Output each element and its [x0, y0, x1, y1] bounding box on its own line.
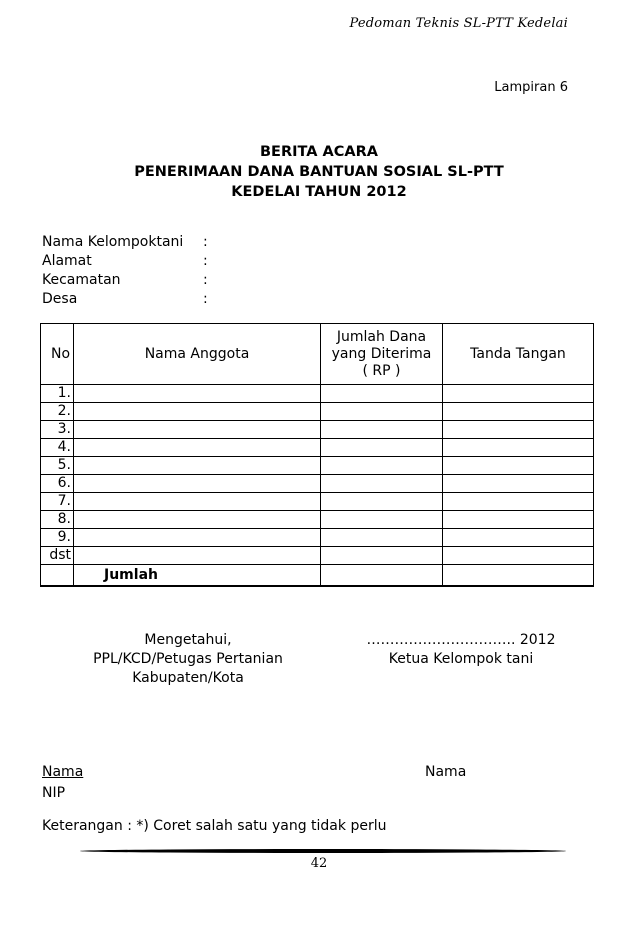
left-signature-block [58, 631, 318, 688]
title-line-3: KEDELAI TAHUN 2012 [231, 184, 407, 200]
header-no: No [41, 324, 74, 385]
info-sep: : [203, 272, 208, 288]
row-amount [321, 475, 443, 493]
info-label: Nama Kelompoktani [42, 234, 184, 250]
total-signature-cell [443, 565, 594, 587]
table-row [41, 547, 594, 565]
total-amount-cell [321, 565, 443, 587]
row-number: 7. [41, 493, 74, 511]
right-sign-title: Ketua Kelompok tani [388, 651, 534, 667]
recipient-table [40, 323, 594, 587]
header-amount [321, 324, 443, 385]
row-number: 3. [41, 421, 74, 439]
table-row [41, 475, 594, 493]
header-amount-line3: ( RP ) [362, 362, 401, 379]
row-member-name [74, 421, 321, 439]
total-label: Jumlah [74, 565, 321, 587]
row-signature [443, 457, 594, 475]
row-signature [443, 547, 594, 565]
running-header: Pedoman Teknis SL-PTT Kedelai [349, 16, 568, 31]
table-row [41, 385, 594, 403]
table-row [41, 493, 594, 511]
row-number: 5. [41, 457, 74, 475]
row-amount [321, 439, 443, 457]
left-name-block [42, 762, 83, 804]
row-member-name [74, 511, 321, 529]
row-signature [443, 493, 594, 511]
note-text: Keterangan : *) Coret salah satu yang tidak perlu [42, 818, 387, 834]
row-number: 6. [41, 475, 74, 493]
row-member-name [74, 457, 321, 475]
row-signature [443, 403, 594, 421]
row-number: 2. [41, 403, 74, 421]
table-row [41, 457, 594, 475]
header-signature: Tanda Tangan [443, 324, 594, 385]
title-line-2: PENERIMAAN DANA BANTUAN SOSIAL SL-PTT [134, 164, 504, 180]
row-member-name [74, 385, 321, 403]
table-row [41, 529, 594, 547]
attachment-label: Lampiran 6 [494, 80, 568, 95]
info-sep: : [203, 234, 208, 250]
row-member-name [74, 529, 321, 547]
table-header-row [41, 324, 594, 385]
row-amount [321, 547, 443, 565]
page-number: 42 [310, 856, 328, 871]
row-number: 9. [41, 529, 74, 547]
left-sign-line3: Kabupaten/Kota [132, 670, 244, 686]
row-signature [443, 511, 594, 529]
right-name-label: Nama [425, 764, 467, 780]
row-number: 1. [41, 385, 74, 403]
row-signature [443, 475, 594, 493]
row-amount [321, 385, 443, 403]
row-signature [443, 529, 594, 547]
row-number: 8. [41, 511, 74, 529]
row-amount [321, 493, 443, 511]
header-amount-line1: Jumlah Dana [336, 328, 427, 345]
info-label: Alamat [42, 253, 92, 269]
table-row [41, 511, 594, 529]
left-sign-line1: Mengetahui, [144, 632, 232, 648]
row-amount [321, 529, 443, 547]
row-signature [443, 439, 594, 457]
header-member-name: Nama Anggota [74, 324, 321, 385]
row-signature [443, 385, 594, 403]
info-label: Kecamatan [42, 272, 121, 288]
row-member-name [74, 439, 321, 457]
info-row-village [42, 290, 208, 309]
row-number: 4. [41, 439, 74, 457]
total-no-cell [41, 565, 74, 587]
row-signature [443, 421, 594, 439]
table-row [41, 403, 594, 421]
footer-divider [80, 849, 566, 853]
row-member-name [74, 475, 321, 493]
header-amount-line2: yang Diterima [331, 345, 432, 362]
group-info [42, 233, 208, 309]
document-title [0, 142, 638, 202]
left-name-label: Nama [42, 764, 84, 780]
row-amount [321, 457, 443, 475]
row-amount [321, 421, 443, 439]
left-nip-label: NIP [42, 785, 66, 801]
row-number: dst [41, 547, 74, 565]
right-sign-date: ………………………….. 2012 [366, 632, 556, 648]
row-member-name [74, 403, 321, 421]
row-member-name [74, 547, 321, 565]
info-row-district [42, 271, 208, 290]
table-row [41, 421, 594, 439]
info-label: Desa [42, 291, 78, 307]
info-sep: : [203, 291, 208, 307]
info-row-name [42, 233, 208, 252]
row-member-name [74, 493, 321, 511]
right-signature-block [346, 631, 576, 669]
table-total-row [41, 565, 594, 587]
info-row-address [42, 252, 208, 271]
title-line-1: BERITA ACARA [259, 144, 379, 160]
row-amount [321, 511, 443, 529]
info-sep: : [203, 253, 208, 269]
table-row [41, 439, 594, 457]
row-amount [321, 403, 443, 421]
left-sign-line2: PPL/KCD/Petugas Pertanian [93, 651, 283, 667]
